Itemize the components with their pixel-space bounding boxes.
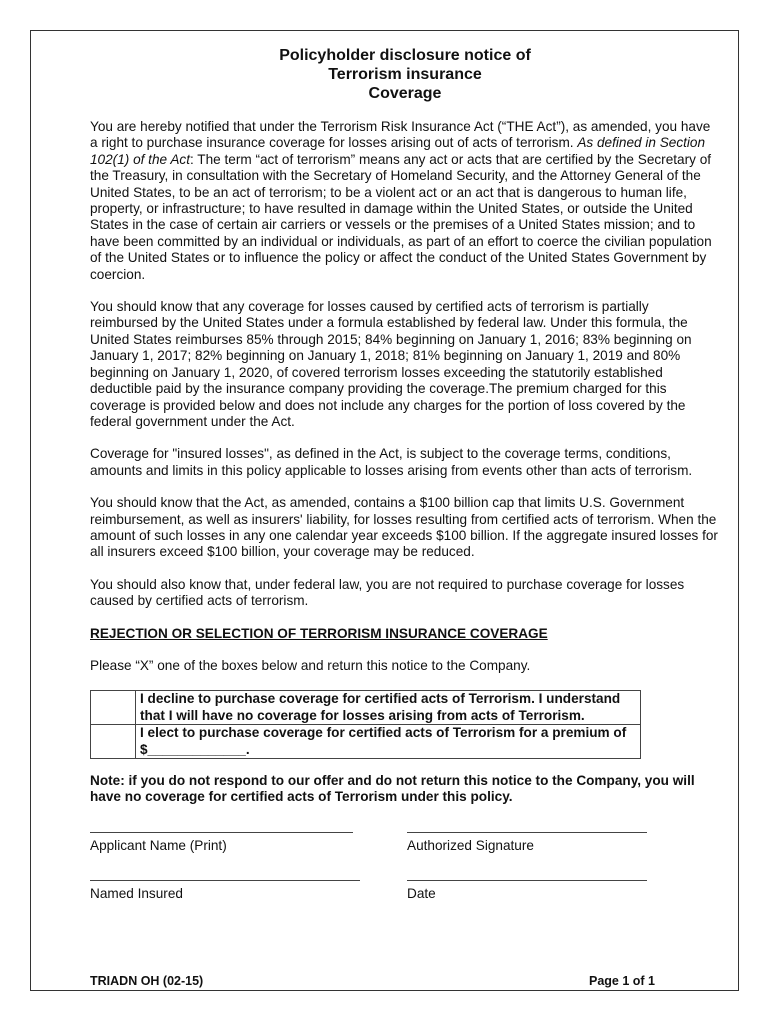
paragraph-cap: You should know that the Act, as amended, contains a $100 billion cap that limits U.S. Government reimbursement, as well as insurers' liability, for losses resulting from certified acts of terrorism. When the amount of such losses in any one calendar year exceeds $100 billion. If the aggregate insured losses for all insurers exceed $100 billion, your coverage may be reduced.: [90, 495, 718, 560]
title-line-3: Coverage: [368, 85, 442, 102]
decline-option-text: I decline to purchase coverage for certified acts of Terrorism. I understand that I will have no coverage for losses arising from acts of Terrorism.: [136, 691, 641, 725]
signature-row-2: [90, 880, 720, 928]
authorized-signature-field[interactable]: [407, 832, 647, 854]
instruction-text: Please “X” one of the boxes below and return this notice to the Company.: [90, 657, 531, 673]
form-id: TRIADN OH (02-15): [90, 974, 204, 988]
applicant-name-line: [90, 832, 353, 833]
paragraph-definition-italic: As defined in Section 102(1) of the Act: [90, 135, 706, 167]
title-line-2: Terrorism insurance: [328, 66, 482, 83]
authorized-signature-label: Authorized Signature: [407, 837, 534, 853]
applicant-name-label: Applicant Name (Print): [90, 837, 227, 853]
page-footer: [90, 974, 655, 988]
paragraph-reimbursement: You should know that any coverage for losses caused by certified acts of terrorism is partially reimbursed by the United States under a formula established by federal law. Under this formula, the United States reimburses 85% through 2015; 84% beginning on January 1, 2016; 83% beginning on January 1, 2017; 82% beginning on January 1, 2018; 81% beginning on January 1, 2019 and 80% beginning on January 1, 2020, of covered terrorism losses exceeding the statutorily established deductible paid by the insurance company providing the coverage.The premium charged for this coverage is provided below and does not include any charges for the portion of loss covered by the federal government under the Act.: [90, 299, 692, 429]
named-insured-label: Named Insured: [90, 885, 183, 901]
note-text: Note: if you do not respond to our offer and do not return this notice to the Company, you will have no coverage for certified acts of Terrorism under this policy.: [90, 773, 695, 805]
applicant-name-field[interactable]: [90, 832, 353, 854]
paragraph-not-required: You should also know that, under federal law, you are not required to purchase coverage for losses caused by certified acts of terrorism.: [90, 576, 685, 609]
date-label: Date: [407, 885, 436, 901]
paragraph-definition-text-1: You are hereby notified that under the Terrorism Risk Insurance Act (“THE Act”), as amended, you have a right to purchase insurance coverage for losses arising out of acts of terrorism.: [90, 119, 711, 151]
paragraph-definition: [90, 119, 720, 283]
named-insured-field[interactable]: [90, 880, 360, 902]
section-heading: REJECTION OR SELECTION OF TERRORISM INSURANCE COVERAGE: [90, 625, 548, 641]
paragraph-insured-losses: Coverage for "insured losses", as defined in the Act, is subject to the coverage terms, conditions, amounts and limits in this policy applicable to losses arising from events other than acts of terrorism.: [90, 446, 693, 478]
title-line-1: Policyholder disclosure notice of: [279, 47, 531, 64]
decline-checkbox[interactable]: [91, 691, 136, 725]
paragraph-definition-text-2: : The term “act of terrorism” means any act or acts that are certified by the Secretary of the Treasury, in consultation with the Secretary of Homeland Security, and the Attorney General of the United States, to be an act of terrorism; to be a violent act or an act that is dangerous to human life, property, or infrastructure; to have resulted in damage within the United States, or outside the United States in the case of certain air carriers or vessels or the premises of a United States mission; and to have been committed by an individual or individuals, as part of an effort to coerce the civilian population of the United States or to influence the policy or affect the conduct of the United States Government by coercion.: [90, 151, 712, 282]
named-insured-line: [90, 880, 360, 881]
authorized-signature-line: [407, 832, 647, 833]
page-number: Page 1 of 1: [589, 974, 655, 988]
option-row-elect: [91, 725, 641, 759]
signature-row-1: [90, 832, 720, 880]
option-row-decline: [91, 691, 641, 725]
elect-checkbox[interactable]: [91, 725, 136, 759]
document-title: [90, 46, 720, 103]
document-body: [90, 46, 720, 928]
coverage-options-table: [90, 690, 641, 759]
elect-option-text: I elect to purchase coverage for certified acts of Terrorism for a premium of $_____________.: [136, 725, 641, 759]
date-field[interactable]: [407, 880, 647, 902]
date-line: [407, 880, 647, 881]
